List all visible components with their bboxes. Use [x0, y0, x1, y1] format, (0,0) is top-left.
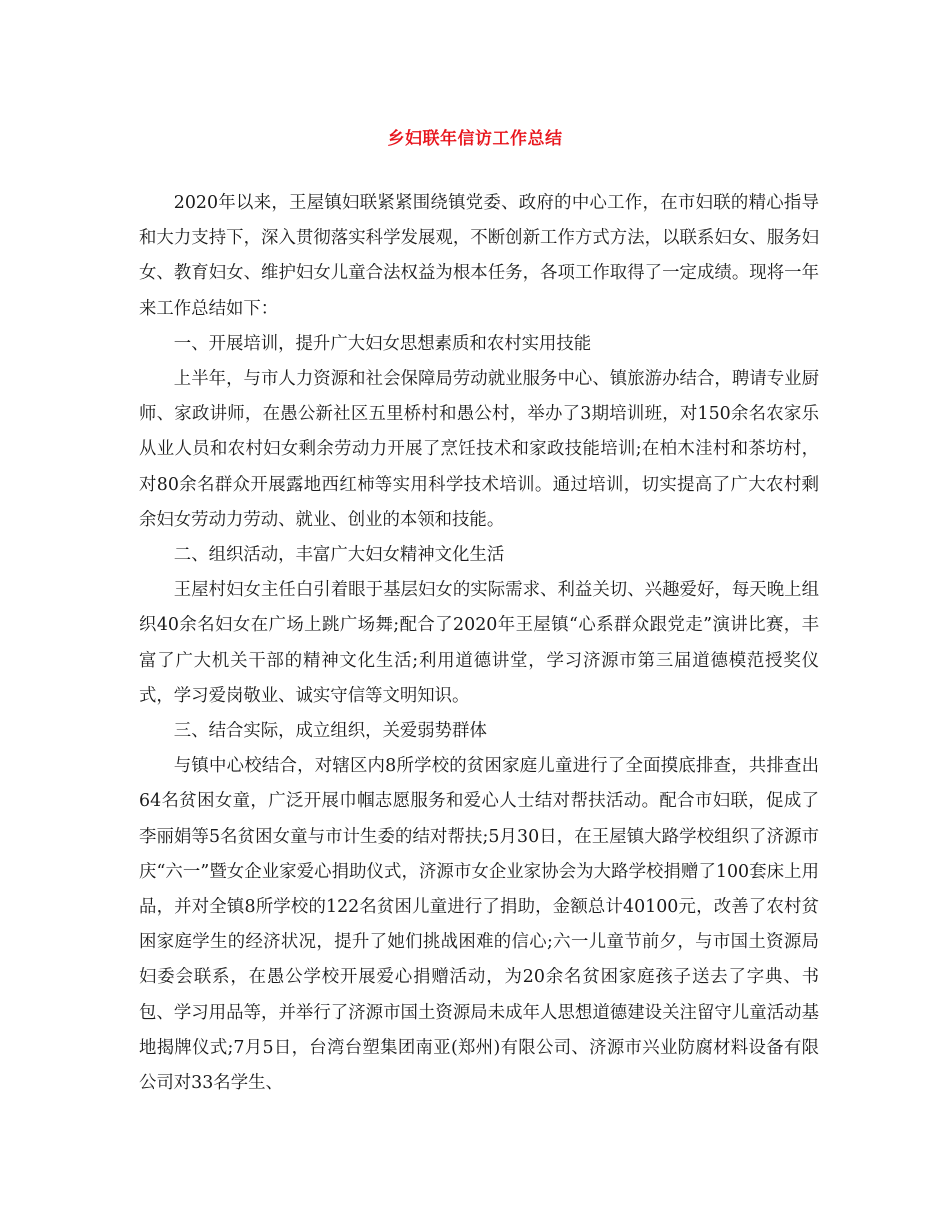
- paragraph-care: 与镇中心校结合，对辖区内8所学校的贫困家庭儿童进行了全面摸底排查，共排查出64名贫困女童，广泛开展巾帼志愿服务和爱心人士结对帮扶活动。配合市妇联，促成了李丽娟等5名贫困女童与市计生委的结对帮扶;5月30日，在王屋镇大路学校组织了济源市庆“六一”暨女企业家爱心捐助仪式，济源市女企业家协会为大路学校捐赠了100套床上用品，并对全镇8所学校的122名贫困儿童进行了捐助，金额总计40100元，改善了农村贫困家庭学生的经济状况，提升了她们挑战困难的信心;六一儿童节前夕，与市国土资源局妇委会联系，在愚公学校开展爱心捐赠活动，为20余名贫困家庭孩子送去了字典、书包、学习用品等，并举行了济源市国土资源局未成年人思想道德建设关注留守儿童活动基地揭牌仪式;7月5日，台湾台塑集团南亚(郑州)有限公司、济源市兴业防腐材料设备有限公司对33名学生、: [139, 756, 819, 1094]
- section-heading-3: 三、结合实际，成立组织，关爱弱势群体: [173, 721, 487, 742]
- paragraph-intro: 2020年以来，王屋镇妇联紧紧围绕镇党委、政府的中心工作，在市妇联的精心指导和大力支持下，深入贯彻落实科学发展观，不断创新工作方式方法，以联系妇女、服务妇女、教育妇女、维护妇女儿童合法权益为根本任务，各项工作取得了一定成绩。现将一年来工作总结如下：: [139, 193, 819, 319]
- section-heading-1: 一、开展培训，提升广大妇女思想素质和农村实用技能: [173, 333, 592, 354]
- paragraph-training: 上半年，与市人力资源和社会保障局劳动就业服务中心、镇旅游办结合，聘请专业厨师、家政讲师，在愚公新社区五里桥村和愚公村，举办了3期培训班，对150余名农家乐从业人员和农村妇女剩余劳动力开展了烹饪技术和家政技能培训;在柏木洼村和茶坊村，对80余名群众开展露地西红柿等实用科学技术培训。通过培训，切实提高了广大农村剩余妇女劳动力劳动、就业、创业的本领和技能。: [139, 369, 819, 530]
- document-title: 乡妇联年信访工作总结: [387, 129, 563, 149]
- document-body: [139, 186, 819, 1101]
- section-heading-2: 二、组织活动，丰富广大妇女精神文化生活: [173, 545, 505, 566]
- paragraph-activities: 王屋村妇女主任白引着眼于基层妇女的实际需求、利益关切、兴趣爱好，每天晚上组织40余名妇女在广场上跳广场舞;配合了2020年王屋镇“心系群众跟党走”演讲比赛，丰富了广大机关干部的精神文化生活;利用道德讲堂，学习济源市第三届道德模范授奖仪式，学习爱岗敬业、诚实守信等文明知识。: [139, 580, 819, 706]
